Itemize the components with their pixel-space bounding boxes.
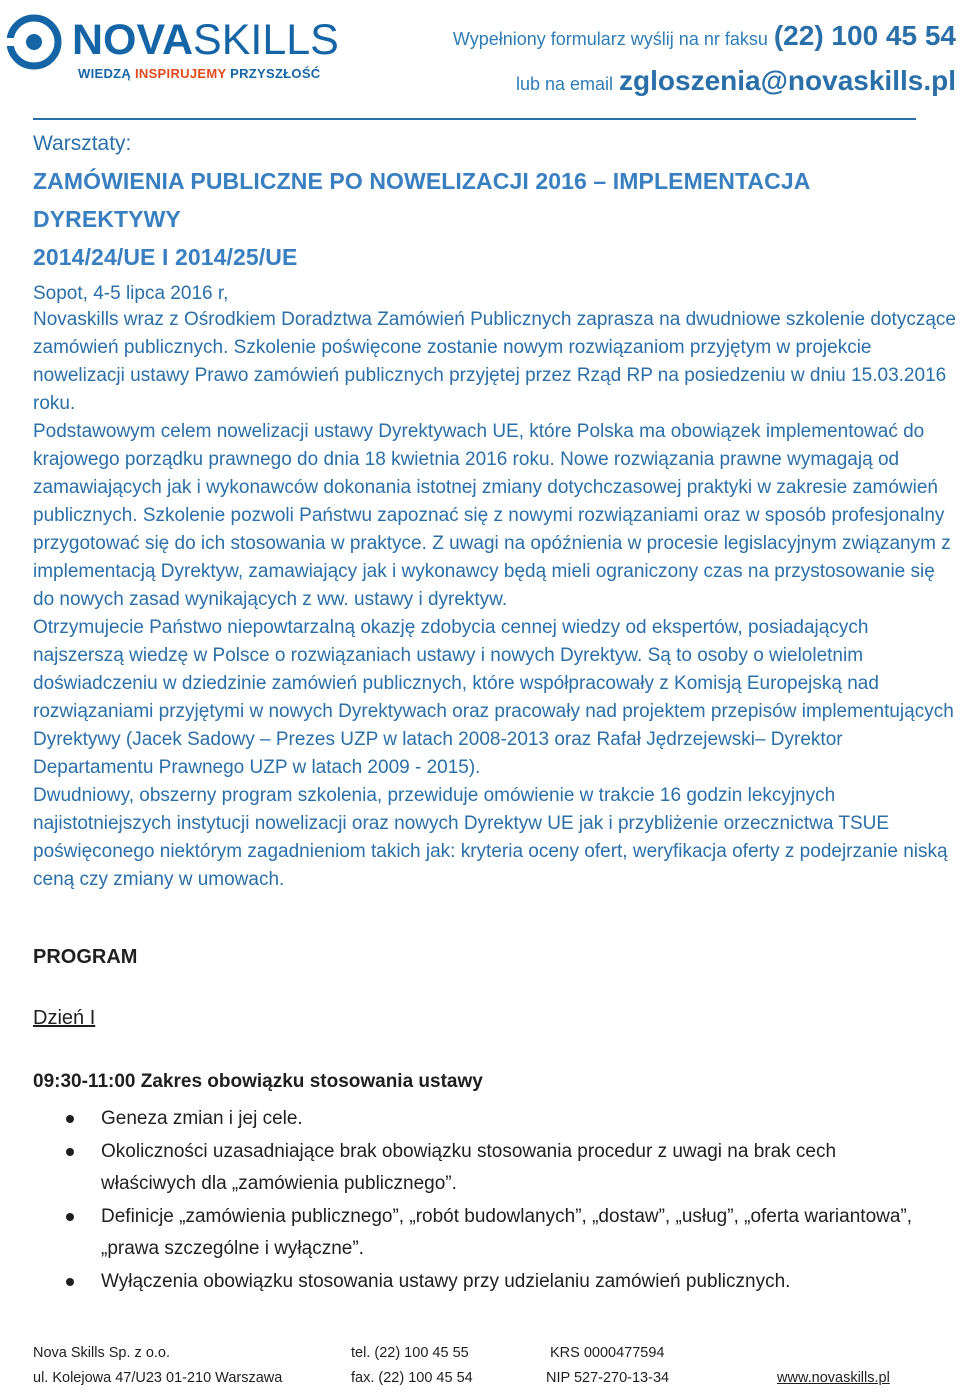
footer-krs: KRS 0000477594 xyxy=(550,1345,665,1361)
bullet-icon xyxy=(66,1148,74,1156)
workshop-title-line2: 2014/24/UE I 2014/25/UE xyxy=(33,244,298,270)
intro-p2-d: Z uwagi na opóźnienia w procesie legislacyjnym związanym z implementacją Dyrektyw, zamawiający jak i wykonawcy będą mieli ograniczony czas na przystosowanie się do nowych zasad wynikających z ww. ustawy i dyrektyw. xyxy=(33,533,951,610)
logo-wordmark xyxy=(72,14,339,66)
logo-tagline-part3: PRZYSZŁOŚĆ xyxy=(226,66,321,81)
list-item xyxy=(33,1103,933,1135)
intro-p2-c: Szkolenie pozwoli Państwu zapoznać się z nowymi rozwiązaniami oraz w sposób profesjonalny przygotować się do ich stosowania w praktyce. xyxy=(33,505,945,554)
footer-website-link[interactable]: www.novaskills.pl xyxy=(777,1370,890,1386)
session-topics-list xyxy=(33,1103,933,1299)
workshop-title-line1: ZAMÓWIENIA PUBLICZNE PO NOWELIZACJI 2016 – IMPLEMENTACJA DYREKTYWY xyxy=(33,168,810,232)
footer-row-2 xyxy=(33,1370,933,1395)
session-title: 09:30-11:00 Zakres obowiązku stosowania ustawy xyxy=(33,1071,483,1092)
intro-paragraph-1 xyxy=(33,306,960,418)
topic-text: Definicje „zamówienia publicznego”, „robót budowlanych”, „dostaw”, „usług”, „oferta wariantowa”, „prawa szczególne i wyłączne”. xyxy=(101,1206,913,1259)
logo-tagline-part2: INSPIRUJEMY xyxy=(134,66,227,81)
fax-prefix: Wypełniony formularz wyślij na nr faksu xyxy=(452,29,768,49)
intro-p2-b: Nowe rozwiązania prawne wymagają od zamawiających jak i wykonawców dokonania istotnej zmiany dotychczasowej praktyki w zakresie zamówień publicznych. xyxy=(33,449,938,526)
contact-block xyxy=(453,16,956,106)
novaskills-logo xyxy=(6,12,351,84)
logo-name-part2: SKILLS xyxy=(193,16,339,64)
intro-p1-b: Szkolenie poświęcone zostanie nowym rozwiązaniom przyjętym w projekcie nowelizacji ustawy Prawo zamówień publicznych przyjętej przez Rząd RP na posiedzeniu w dniu 15.03.2016 roku. xyxy=(33,337,947,414)
footer-address: ul. Kolejowa 47/U23 01-210 Warszawa xyxy=(33,1370,283,1386)
day-heading: Dzień I xyxy=(33,1007,96,1029)
bullet-icon xyxy=(66,1213,74,1221)
logo-mark-icon xyxy=(6,12,68,74)
footer-tel: tel. (22) 100 45 55 xyxy=(351,1345,469,1361)
logo-tagline-part1: WIEDZĄ xyxy=(78,66,135,81)
header-divider xyxy=(33,118,916,120)
intro-p3-b: Są to osoby o wieloletnim doświadczeniu w dziedzinie zamówień publicznych, które współpracowały z Komisją Europejską nad rozwiązaniami przyjętymi w nowych Dyrektywach oraz pracowały nad projektem przepisów implementujących Dyrektywy (Jacek Sadowy – Prezes UZP w latach 2008-2013 oraz Rafał Jędrzejewski– Dyrektor Departamentu Prawnego UZP w latach 2009 - 2015). xyxy=(33,645,954,778)
intro-text xyxy=(33,306,960,894)
workshop-heading xyxy=(33,126,958,312)
bullet-icon xyxy=(66,1278,74,1286)
email-link[interactable]: zgloszenia@novaskills.pl xyxy=(619,65,956,96)
email-prefix: lub na email xyxy=(515,74,614,94)
topic-text: Geneza zmian i jej cele. xyxy=(101,1108,303,1129)
intro-paragraph-4 xyxy=(33,782,960,894)
topic-text: Okoliczności uzasadniające brak obowiązku stosowania procedur z uwagi na brak cech właściwych dla „zamówienia publicznego”. xyxy=(101,1141,837,1194)
email-line xyxy=(453,61,956,106)
workshop-label: Warsztaty: xyxy=(33,132,132,155)
logo-tagline xyxy=(78,66,321,81)
page-header xyxy=(0,0,960,120)
workshop-date: Sopot, 4-5 lipca 2016 r, xyxy=(33,283,229,304)
list-item xyxy=(33,1201,933,1265)
page-footer xyxy=(33,1345,933,1395)
intro-p1-a: Novaskills wraz z Ośrodkiem Doradztwa Zamówień Publicznych zaprasza na dwudniowe szkolenie dotyczące zamówień publicznych. xyxy=(33,309,956,358)
footer-row-1 xyxy=(33,1345,933,1370)
topic-text: Wyłączenia obowiązku stosowania ustawy przy udzielaniu zamówień publicznych. xyxy=(101,1271,791,1292)
intro-paragraph-3 xyxy=(33,614,960,782)
intro-p2-a: Podstawowym celem nowelizacji ustawy Dyrektywach UE, które Polska ma obowiązek implementować do krajowego porządku prawnego do dnia 18 kwietnia 2016 roku. xyxy=(33,421,925,470)
intro-p4: Dwudniowy, obszerny program szkolenia, przewiduje omówienie w trakcie 16 godzin lekcyjnych najistotniejszych instytucji nowelizacji oraz nowych Dyrektyw UE jak i przybliżenie orzecznictwa TSUE poświęconego niektórym zagadnieniom takich jak: kryteria oceny ofert, weryfikacja oferty z podejrzanie niską ceną czy zmiany w umowach. xyxy=(33,785,948,890)
fax-line xyxy=(453,16,956,61)
logo-name-part1: NOVA xyxy=(72,16,194,64)
program-heading: PROGRAM xyxy=(33,946,138,968)
footer-nip: NIP 527-270-13-34 xyxy=(546,1370,670,1386)
bullet-icon xyxy=(66,1115,74,1123)
intro-p3-a: Otrzymujecie Państwo niepowtarzalną okazję zdobycia cennej wiedzy od ekspertów, posiadających najszerszą wiedzę w Polsce o rozwiązaniach ustawy i nowych Dyrektyw. xyxy=(33,617,869,666)
footer-fax: fax. (22) 100 45 54 xyxy=(351,1370,473,1386)
list-item xyxy=(33,1136,933,1200)
intro-paragraph-2 xyxy=(33,418,960,614)
list-item xyxy=(33,1266,933,1298)
fax-number: (22) 100 45 54 xyxy=(773,20,956,51)
footer-company: Nova Skills Sp. z o.o. xyxy=(33,1345,170,1361)
